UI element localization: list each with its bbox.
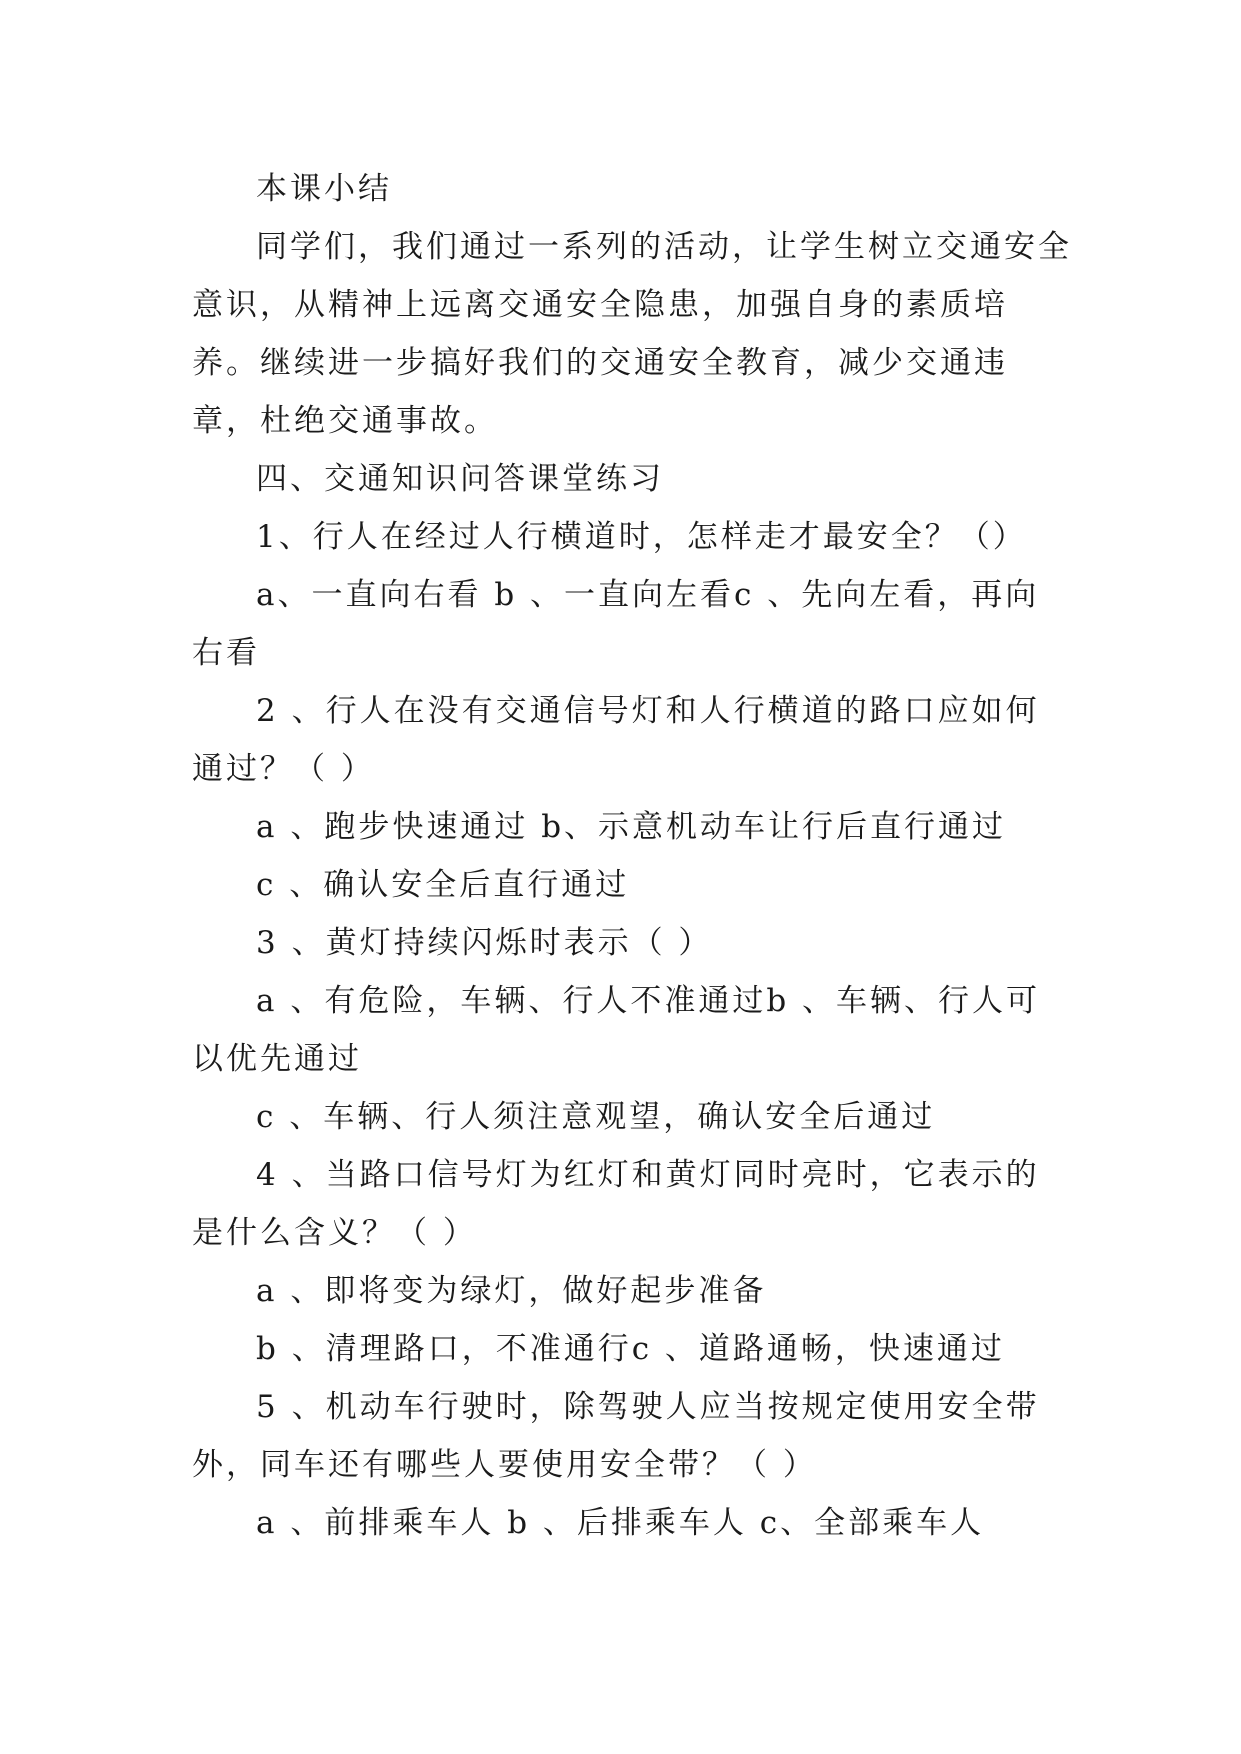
question-4: 4 、当路口信号灯为红灯和黄灯同时亮时，它表示的是什么含义？（ ） xyxy=(192,1157,1040,1251)
question-2-options-ab: a 、跑步快速通过 b、示意机动车让行后直行通过 xyxy=(256,809,1007,845)
question-5: 5 、机动车行驶时，除驾驶人应当按规定使用安全带外，同车还有哪些人要使用安全带？（ ） xyxy=(192,1389,1040,1483)
question-3: 3 、黄灯持续闪烁时表示（ ） xyxy=(256,925,713,961)
question-3-options-ab: a 、有危险，车辆、行人不准通过b 、车辆、行人可以优先通过 xyxy=(192,983,1041,1077)
section-heading-quiz: 四、交通知识问答课堂练习 xyxy=(256,461,664,497)
summary-paragraph: 同学们，我们通过一系列的活动，让学生树立交通安全意识，从精神上远离交通安全隐患，加强自身的素质培养。继续进一步搞好我们的交通安全教育，减少交通违章，杜绝交通事故。 xyxy=(192,229,1072,439)
section-heading-summary: 本课小结 xyxy=(256,171,392,207)
question-4-option-a: a 、即将变为绿灯，做好起步准备 xyxy=(256,1273,767,1309)
question-2-option-c: c 、确认安全后直行通过 xyxy=(256,867,630,903)
question-1-options: a、一直向右看 b 、一直向左看c 、先向左看，再向右看 xyxy=(192,577,1040,671)
question-2: 2 、行人在没有交通信号灯和人行横道的路口应如何通过？（ ） xyxy=(192,693,1040,787)
question-5-options: a 、前排乘车人 b 、后排乘车人 c、全部乘车人 xyxy=(256,1505,985,1541)
document-body xyxy=(192,160,1072,1552)
question-3-option-c: c 、车辆、行人须注意观望，确认安全后通过 xyxy=(256,1099,936,1135)
question-1: 1、行人在经过人行横道时，怎样走才最安全？（） xyxy=(256,519,1027,555)
question-4-options-bc: b 、清理路口，不准通行c 、道路通畅，快速通过 xyxy=(256,1331,1005,1367)
